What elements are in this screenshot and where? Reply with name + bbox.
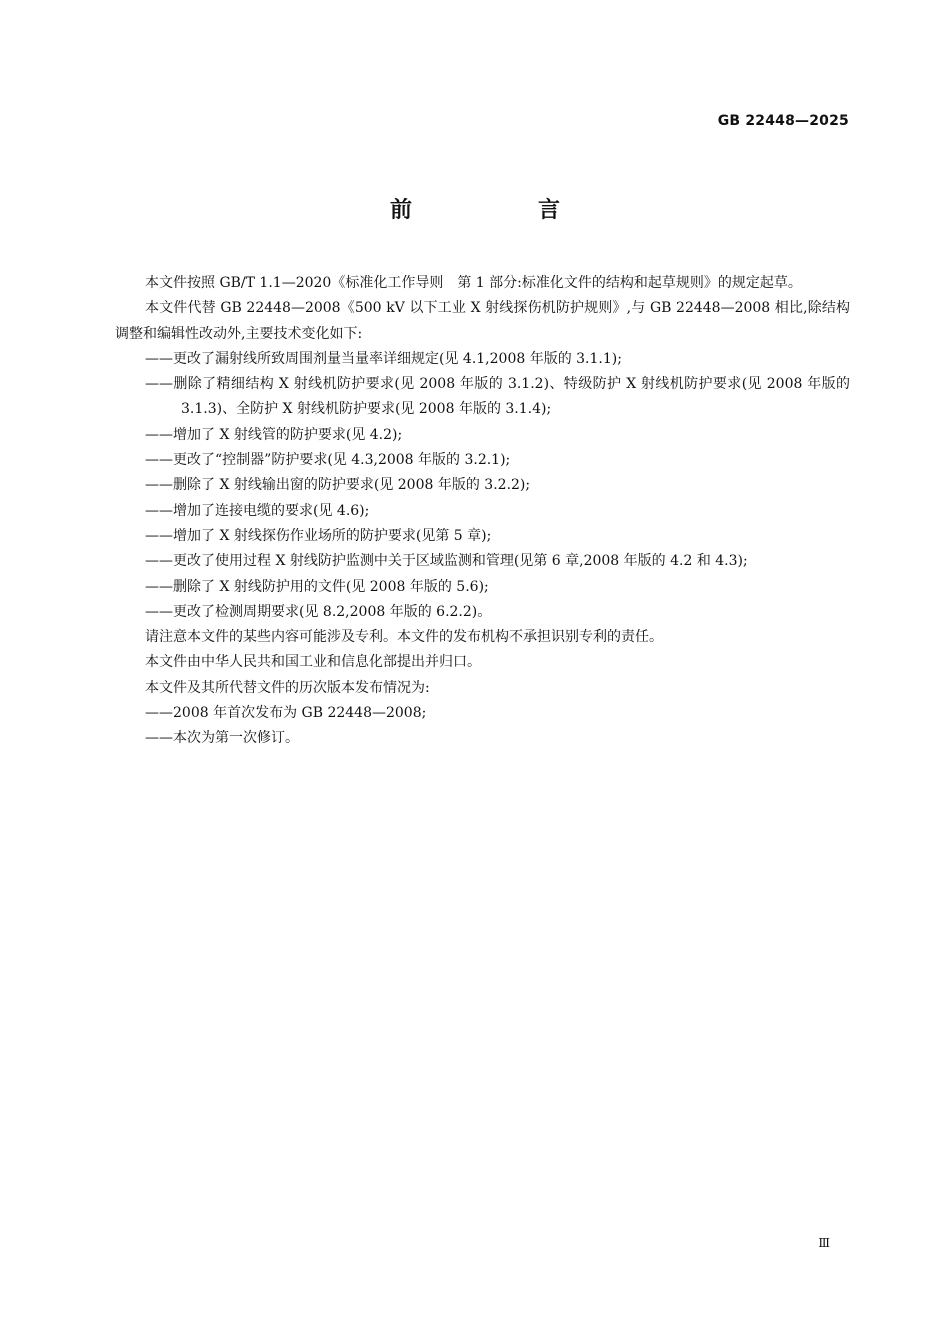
paragraph-replacement: 本文件代替 GB 22448—2008《500 kV 以下工业 X 射线探伤机防护规则》,与 GB 22448—2008 相比,除结构调整和编辑性改动外,主要技术变化如下: bbox=[115, 300, 850, 342]
list-item: ——增加了 X 射线探伤作业场所的防护要求(见第 5 章); bbox=[145, 527, 492, 544]
list-item: ——增加了连接电缆的要求(见 4.6); bbox=[145, 502, 370, 519]
list-item: ——2008 年首次发布为 GB 22448—2008; bbox=[145, 705, 427, 722]
paragraph-drafting-rules: 本文件按照 GB/T 1.1—2020《标准化工作导则 第 1 部分:标准化文件的结构和起草规则》的规定起草。 bbox=[145, 275, 802, 291]
page-number: Ⅲ bbox=[818, 1236, 830, 1250]
list-item: ——本次为第一次修订。 bbox=[145, 730, 299, 747]
paragraph-history-intro: 本文件及其所代替文件的历次版本发布情况为: bbox=[145, 679, 430, 696]
page-title: 前 言 bbox=[389, 198, 612, 223]
paragraph-patent-notice: 请注意本文件的某些内容可能涉及专利。本文件的发布机构不承担识别专利的责任。 bbox=[145, 629, 663, 646]
list-item: ——增加了 X 射线管的防护要求(见 4.2); bbox=[145, 426, 403, 443]
list-item: ——更改了使用过程 X 射线防护监测中关于区域监测和管理(见第 6 章,2008 年版的 4.2 和 4.3); bbox=[145, 553, 748, 570]
list-item: ——删除了 X 射线输出窗的防护要求(见 2008 年版的 3.2.2); bbox=[145, 477, 531, 494]
list-item: ——删除了 X 射线防护用的文件(见 2008 年版的 5.6); bbox=[145, 578, 489, 595]
paragraph-proposer: 本文件由中华人民共和国工业和信息化部提出并归口。 bbox=[145, 654, 481, 671]
list-item: ——更改了漏射线所致周围剂量当量率详细规定(见 4.1,2008 年版的 3.1.1); bbox=[145, 350, 622, 367]
document-code: GB 22448—2025 bbox=[717, 113, 849, 129]
list-item: ——更改了检测周期要求(见 8.2,2008 年版的 6.2.2)。 bbox=[145, 603, 492, 620]
document-body bbox=[115, 271, 850, 752]
list-item: ——更改了“控制器”防护要求(见 4.3,2008 年版的 3.2.1); bbox=[145, 452, 511, 469]
list-item: ——删除了精细结构 X 射线机防护要求(见 2008 年版的 3.1.2)、特级防护 X 射线机防护要求(见 2008 年版的 3.1.3)、全防护 X 射线机防护要求(见 2008 年版的 3.1.4); bbox=[145, 376, 850, 418]
history-list bbox=[115, 701, 850, 752]
changes-list bbox=[115, 347, 850, 625]
